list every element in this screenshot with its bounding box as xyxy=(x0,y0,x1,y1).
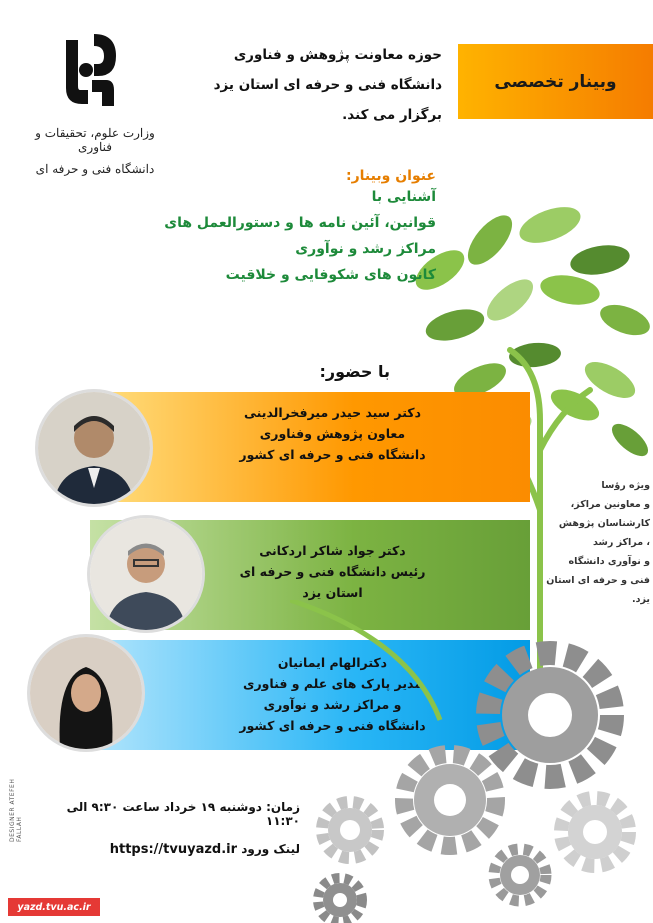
intro-line: برگزار می کند. xyxy=(342,107,442,123)
title-line: مراکز رشد و نوآوری xyxy=(295,241,436,257)
university-name: دانشگاه فنی و حرفه ای xyxy=(35,162,155,176)
link-url[interactable]: https://tvuyazd.ir xyxy=(109,842,238,857)
webinar-title xyxy=(140,168,436,288)
title-line: کانون های شکوفایی و خلاقیت xyxy=(225,267,436,283)
audience-note xyxy=(540,476,650,609)
university-logo xyxy=(30,30,155,200)
person-silhouette-icon xyxy=(38,392,150,504)
gear-icon xyxy=(488,653,612,777)
link-label: لینک ورود xyxy=(241,842,300,856)
audience-line: و معاونین مراکز، xyxy=(570,499,650,510)
entry-link xyxy=(60,842,300,857)
gear-icon xyxy=(561,798,629,866)
speaker-line: مدیر پارک های علم و فناوری xyxy=(242,676,422,691)
gear-icon xyxy=(494,849,546,901)
audience-line: فنی و حرفه ای استان xyxy=(546,575,650,586)
attendance-label: با حضور: xyxy=(319,362,390,381)
person-silhouette-icon xyxy=(30,637,142,749)
audience-line: یزد. xyxy=(632,594,650,605)
title-label: عنوان وبینار: xyxy=(346,168,436,184)
speaker-2-photo xyxy=(90,518,202,630)
speaker-line: دانشگاه فنی و حرفه ای کشور xyxy=(239,718,426,733)
speaker-line: رئیس دانشگاه فنی و حرفه ای xyxy=(239,564,426,579)
webinar-banner xyxy=(458,44,653,119)
tvu-logo-icon xyxy=(58,30,122,110)
speaker-line: معاون پژوهش وفناوری xyxy=(259,426,406,441)
ministry-name: وزارت علوم، تحقیقات و فناوری xyxy=(35,126,155,154)
designer-credit: DESIGNER ATEFEH FALLAH xyxy=(9,778,23,842)
banner-label: وبینار تخصصی xyxy=(494,71,617,92)
site-tag[interactable]: yazd.tvu.ac.ir xyxy=(8,898,100,916)
speaker-line: دکتر جواد شاکر اردکانی xyxy=(259,543,406,558)
audience-line: ویژه رؤسا xyxy=(601,480,650,491)
gears-illustration xyxy=(290,600,653,923)
audience-line: و نوآوری دانشگاه xyxy=(568,556,650,567)
gear-icon xyxy=(322,802,378,858)
speaker-line: و مراکز رشد و نوآوری xyxy=(263,697,402,712)
title-line: قوانین، آئین نامه ها و دستورالعمل های xyxy=(164,215,436,231)
title-line: آشنایی با xyxy=(371,189,436,205)
speaker-3-photo xyxy=(30,637,142,749)
speaker-1-info xyxy=(145,402,520,465)
intro-text xyxy=(170,40,442,130)
gear-icon xyxy=(404,754,496,846)
intro-line: دانشگاه فنی و حرفه ای استان یزد xyxy=(213,77,442,93)
speaker-1-photo xyxy=(38,392,150,504)
audience-line: ، مراکز رشد xyxy=(592,537,650,548)
person-silhouette-icon xyxy=(90,518,202,630)
intro-line: حوزه معاونت پژوهش و فناوری xyxy=(233,47,442,63)
speaker-line: استان یزد xyxy=(302,585,363,600)
speaker-line: دکتر سید حیدر میرفخرالدینی xyxy=(244,405,421,420)
gear-icon xyxy=(318,878,362,922)
event-time: زمان: دوشنبه ۱۹ خرداد ساعت ۹:۳۰ الی ۱۱:۳۰ xyxy=(66,800,300,828)
audience-line: کارشناسان پژوهش xyxy=(558,518,650,529)
speaker-line: دکترالهام ایمانیان xyxy=(277,655,388,670)
speaker-line: دانشگاه فنی و حرفه ای کشور xyxy=(239,447,426,462)
